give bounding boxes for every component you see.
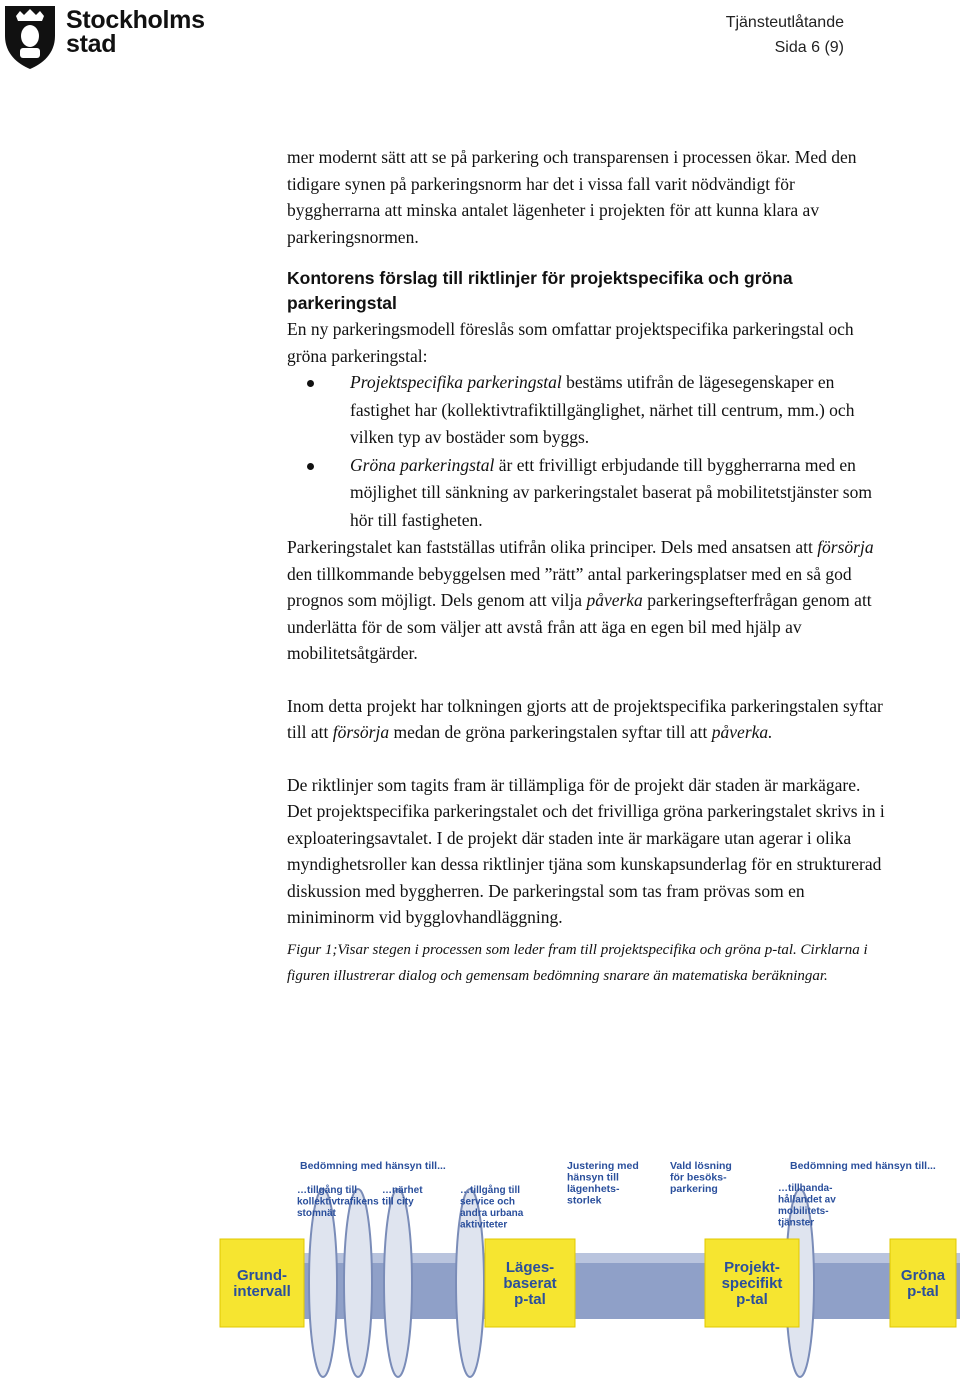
figure-caption: Figur 1;Visar stegen i processen som leder fram till projektspecifika och gröna p-tal. Cirklarna i figuren illustrerar dialog och gemensam bedömning snarare än matematiska beräkningar. [287, 941, 868, 984]
section-heading: Kontorens förslag till riktlinjer för projektspecifika och gröna parkeringstal [287, 268, 793, 313]
paragraph-2: Parkeringstalet kan fastställas utifrån olika principer. Dels med ansatsen att försörja den tillkommande bebyggelsen med ”rätt” antal parkeringsplatser med en så god prognos som möjligt. Dels genom att vilja påverka parkeringsefterfrågan genom att underlätta för de som väljer att avstå från att äga en egen bil med hjälp av mobilitetsåtgärder. [287, 537, 874, 663]
process-box-label: Gröna p-tal [900, 1267, 946, 1300]
intro-paragraph: En ny parkeringsmodell föreslås som omfattar projektspecifika parkeringstal och gröna parkeringstal: [287, 319, 854, 366]
document-header [726, 10, 844, 60]
paragraph-1: mer modernt sätt att se på parkering och transparensen i processen ökar. Med den tidigare synen på parkeringsnorm har det i vissa fall varit nödvändigt för byggherrarna att minska antalet lägenheter i projekten för att kunna klara av parkeringsnormen. [287, 147, 857, 247]
step-label: Bedömning med hänsyn till... [790, 1160, 936, 1172]
logo-line1: Stockholms [66, 6, 205, 34]
process-box-label: Projekt-specifikt p-tal [721, 1259, 783, 1308]
process-box-label: Grund-intervall [233, 1267, 291, 1300]
dialog-circle [344, 1189, 372, 1377]
criteria-label: …tillgång till kollektivtrafikens stomnät [297, 1185, 379, 1219]
bullet-icon [307, 463, 314, 470]
crown-shield-icon [2, 2, 58, 70]
bullet-text: bestäms utifrån de lägesegenskaper en fastighet har (kollektivtrafiktillgänglighet, närhet till centrum, mm.) och vilken typ av bostäder som byggs. [350, 372, 855, 447]
document-type: Tjänsteutlåtande [725, 14, 844, 31]
bullet-icon [307, 380, 314, 387]
bullet-term: Gröna parkeringstal [350, 454, 495, 475]
process-box-label: Läges-baserat p-tal [503, 1259, 557, 1308]
step-label: Vald lösning för besöks-parkering [670, 1160, 732, 1195]
criteria-label: …tillgång till service och andra urbana aktiviteter [460, 1185, 524, 1231]
list-item [287, 452, 887, 535]
criteria-label: …tillhanda-hållandet av mobilitets-tjänster [778, 1183, 836, 1229]
step-label: Justering med hänsyn till lägenhets-storlek [567, 1160, 639, 1207]
criteria-label: …närhet till city [382, 1185, 423, 1208]
bullet-term: Projektspecifika parkeringstal [350, 372, 562, 392]
document-body [287, 144, 887, 990]
stockholm-logo [2, 2, 222, 72]
dialog-circle [384, 1189, 412, 1377]
list-item [287, 369, 887, 452]
bullet-list [287, 369, 887, 534]
step-label: Bedömning med hänsyn till... [300, 1160, 446, 1172]
paragraph-4: De riktlinjer som tagits fram är tillämpliga för de projekt där staden är markägare. Det projektspecifika parkeringstalet och det frivilliga gröna parkeringstalet skrivs in i exploateringsavtalet. I de projekt där staden inte är markägare utan agerar i olika myndighetsroller kan dessa riktlinjer tjäna som kunskapsunderlag för en strukturerad diskussion med byggherren. De parkeringstal som tas fram prövas som en miniminorm vid bygglovhandläggning. [287, 774, 885, 927]
logo-line2: stad [66, 30, 117, 58]
page-number: Sida 6 (9) [774, 39, 844, 56]
bullet-text: är ett frivilligt erbjudande till byggherrarna med en möjlighet till sänkning av parkeringstalet baserat på mobilitetstjänster som hör till fastigheten. [350, 454, 872, 530]
process-figure [200, 1155, 960, 1379]
paragraph-3: Inom detta projekt har tolkningen gjorts att de projektspecifika parkeringstalen syftar till att försörja medan de gröna parkeringstalen syftar till att påverka. [287, 695, 883, 742]
